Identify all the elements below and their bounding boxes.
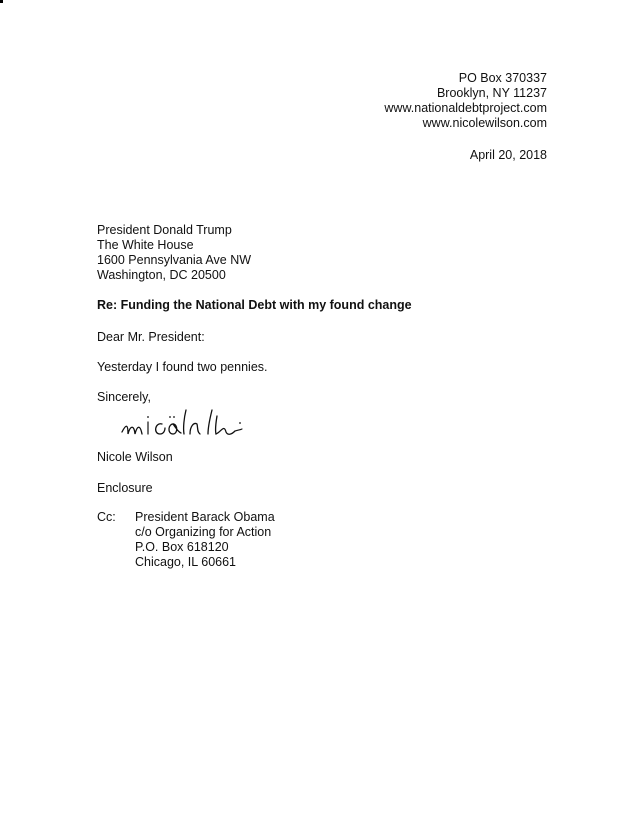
cc-name: President Barack Obama xyxy=(135,510,275,524)
sender-address-block xyxy=(384,71,547,131)
letter-body: Yesterday I found two pennies. xyxy=(97,360,268,374)
salutation: Dear Mr. President: xyxy=(97,330,205,344)
sender-city-state: Brooklyn, NY 11237 xyxy=(436,86,547,100)
recipient-name: President Donald Trump xyxy=(97,223,232,237)
sender-website-1: www.nationaldebtproject.com xyxy=(384,101,547,115)
enclosure-note: Enclosure xyxy=(97,481,153,495)
cc-address-block xyxy=(135,510,275,570)
recipient-city-state-zip: Washington, DC 20500 xyxy=(97,268,226,282)
sender-po-box: PO Box 370337 xyxy=(458,71,547,85)
cc-organization: c/o Organizing for Action xyxy=(135,525,272,539)
cc-po-box: P.O. Box 618120 xyxy=(135,540,229,554)
closing: Sincerely, xyxy=(97,390,151,404)
recipient-organization: The White House xyxy=(97,238,194,252)
signer-name: Nicole Wilson xyxy=(97,450,173,464)
cc-label: Cc: xyxy=(97,510,116,524)
recipient-address-block xyxy=(97,223,251,283)
scan-corner-mark xyxy=(0,0,3,3)
sender-website-2: www.nicolewilson.com xyxy=(422,116,547,130)
recipient-street: 1600 Pennsylvania Ave NW xyxy=(97,253,252,267)
subject-line: Re: Funding the National Debt with my found change xyxy=(97,298,412,312)
handwritten-signature xyxy=(118,404,248,444)
letter-date: April 20, 2018 xyxy=(469,148,547,162)
cc-city-state-zip: Chicago, IL 60661 xyxy=(135,555,237,569)
